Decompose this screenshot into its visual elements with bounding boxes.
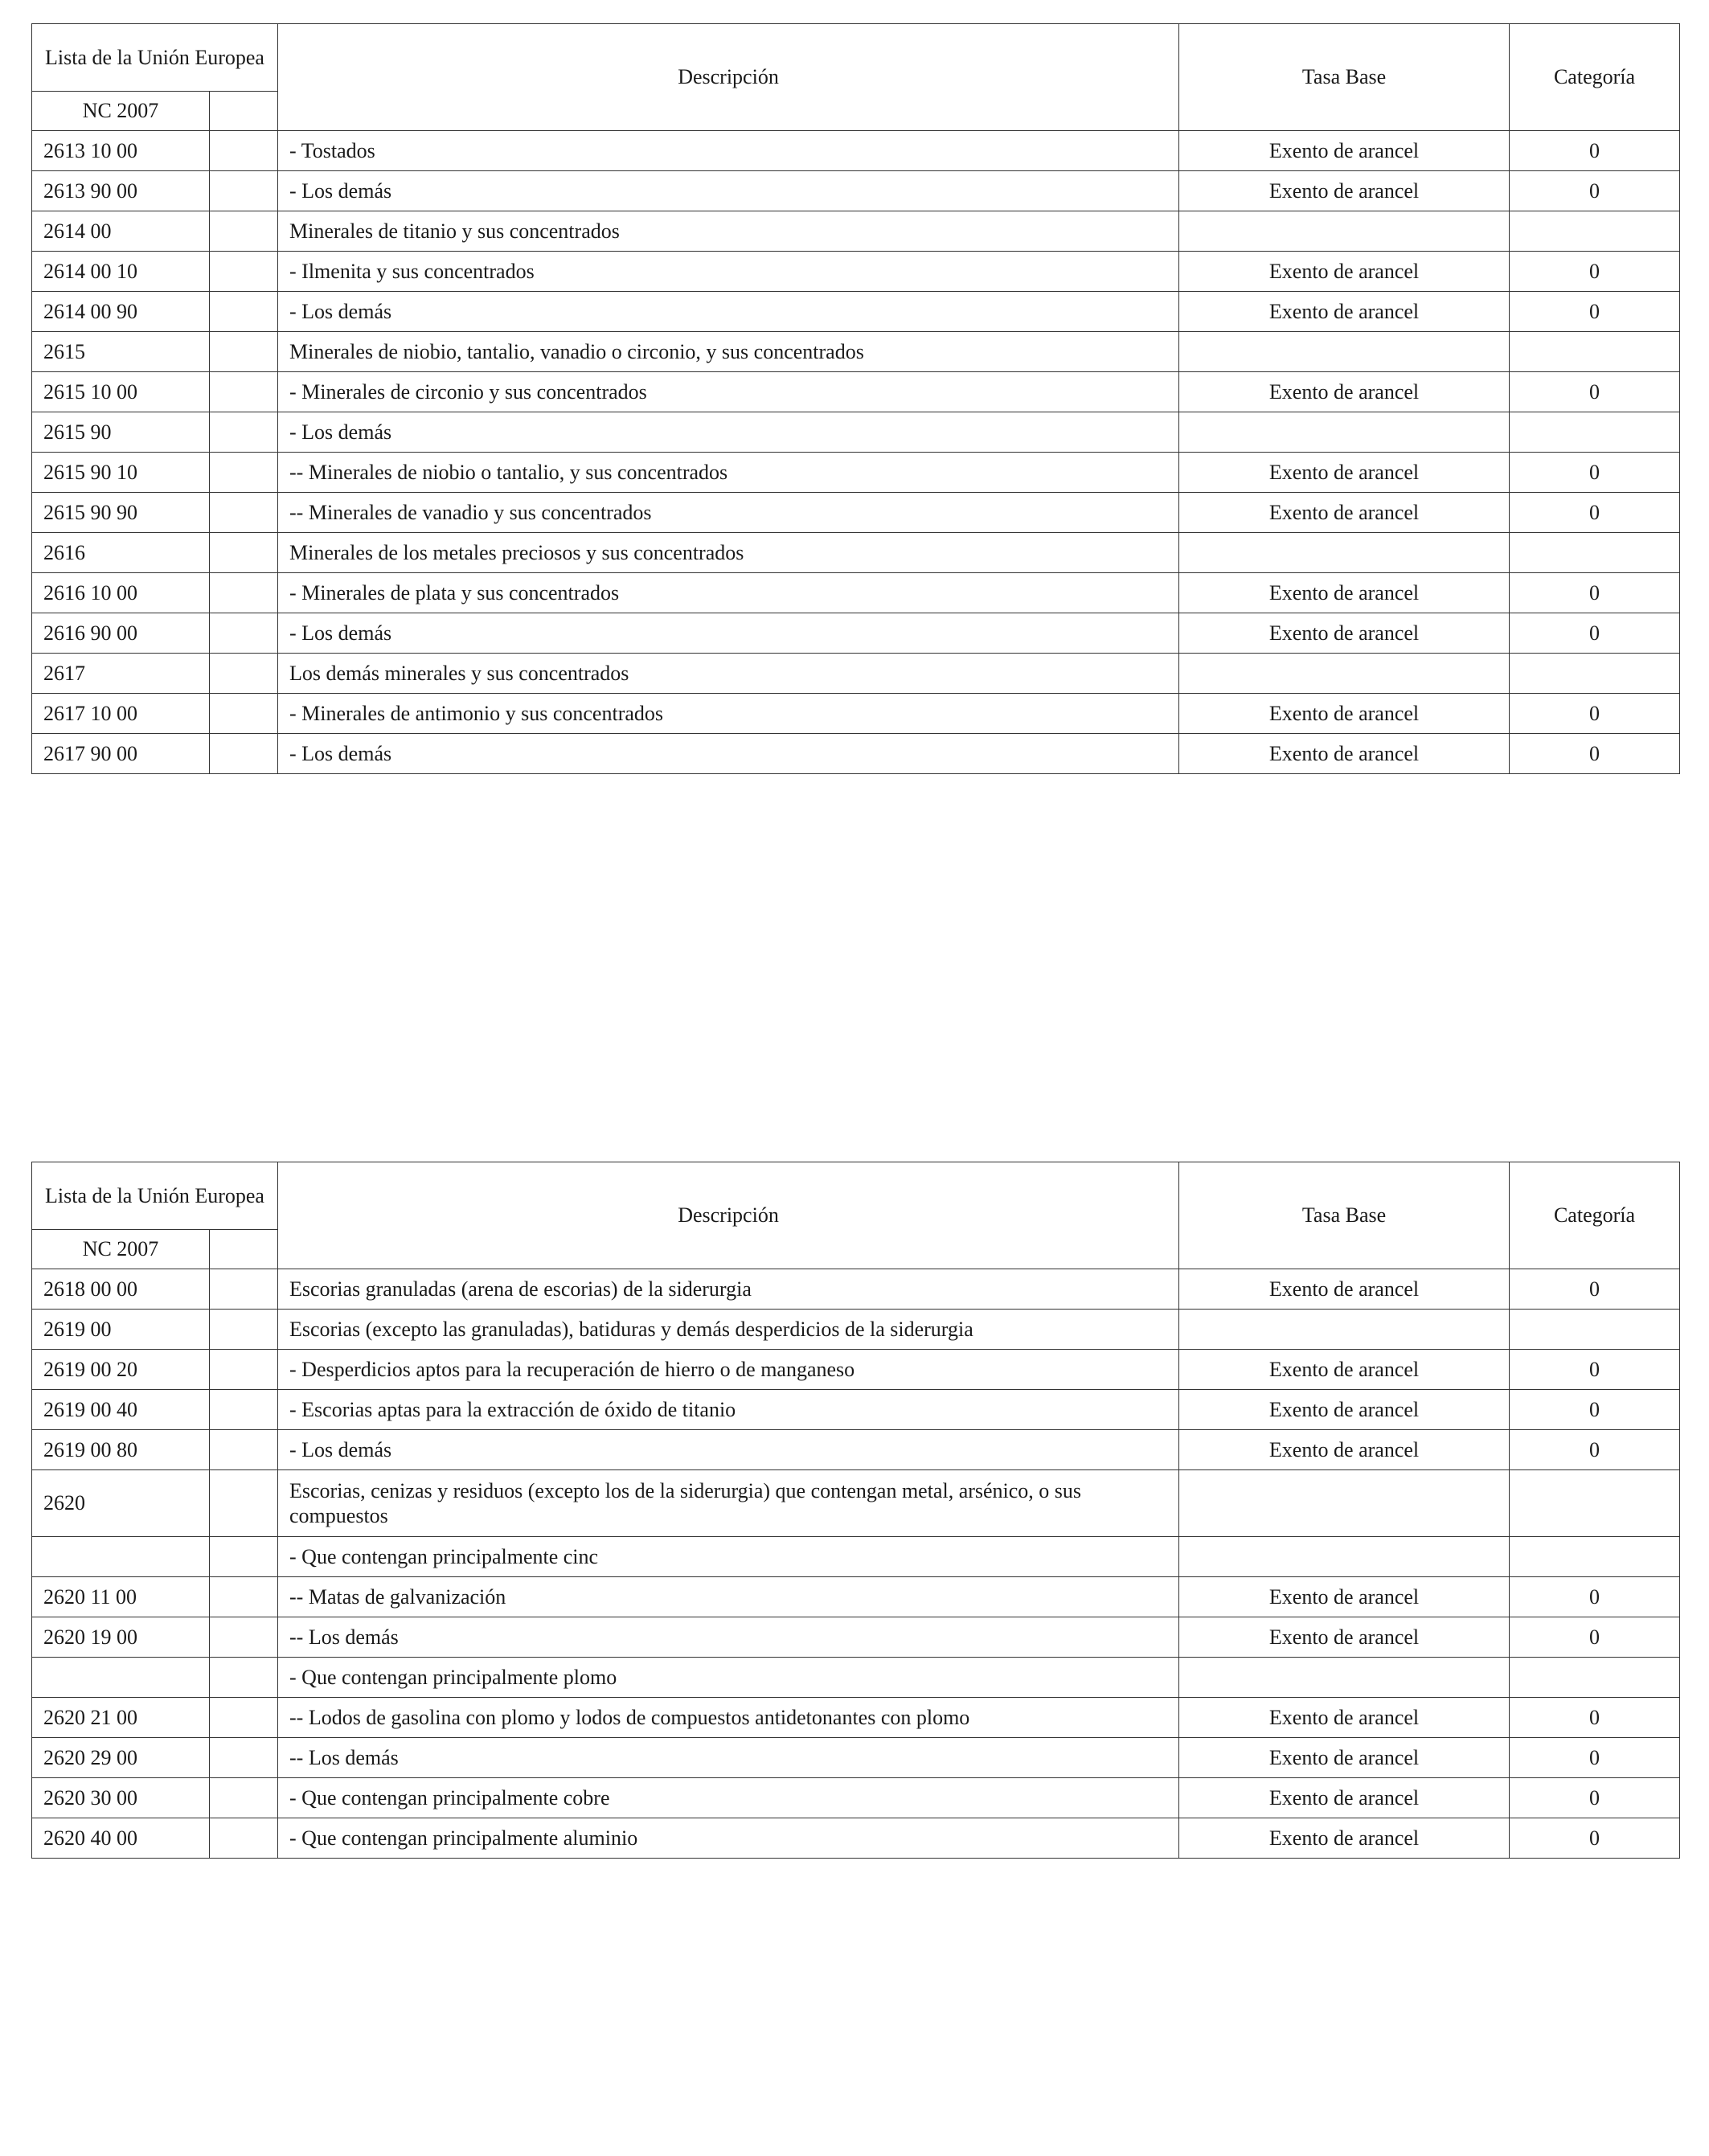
cell-code: 2620 29 00: [32, 1738, 210, 1778]
cell-category: 0: [1510, 252, 1680, 292]
cell-base-rate: Exento de arancel: [1179, 1577, 1510, 1617]
cell-base-rate: [1179, 1470, 1510, 1537]
cell-base-rate: [1179, 533, 1510, 573]
table-row: [32, 1577, 1680, 1617]
cell-base-rate: Exento de arancel: [1179, 252, 1510, 292]
cell-code: 2615 90 10: [32, 453, 210, 493]
table-row: [32, 171, 1680, 211]
cell-blank: [210, 131, 278, 171]
cell-description: - Los demás: [278, 171, 1179, 211]
cell-code: 2617 10 00: [32, 694, 210, 734]
cell-blank: [210, 1310, 278, 1350]
table-row: [32, 1617, 1680, 1658]
header-nc-2007: NC 2007: [32, 92, 210, 131]
cell-blank: [210, 211, 278, 252]
cell-blank: [210, 453, 278, 493]
cell-description: - Los demás: [278, 613, 1179, 654]
cell-blank: [210, 734, 278, 774]
cell-description: - Escorias aptas para la extracción de óxido de titanio: [278, 1390, 1179, 1430]
cell-blank: [210, 1698, 278, 1738]
cell-code: 2620 30 00: [32, 1778, 210, 1818]
cell-description: - Que contengan principalmente aluminio: [278, 1818, 1179, 1859]
cell-description: Escorias granuladas (arena de escorias) de la siderurgia: [278, 1269, 1179, 1310]
cell-category: [1510, 1470, 1680, 1537]
table-row: [32, 1470, 1680, 1537]
cell-category: 0: [1510, 1698, 1680, 1738]
cell-blank: [210, 613, 278, 654]
table-row: [32, 1537, 1680, 1577]
header-eu-list: Lista de la Unión Europea: [32, 24, 278, 92]
cell-description: - Los demás: [278, 292, 1179, 332]
table-row: [32, 694, 1680, 734]
cell-code: 2620: [32, 1470, 210, 1537]
cell-code: 2619 00: [32, 1310, 210, 1350]
cell-code: 2614 00 10: [32, 252, 210, 292]
cell-base-rate: [1179, 1537, 1510, 1577]
table-row: [32, 332, 1680, 372]
cell-base-rate: Exento de arancel: [1179, 1818, 1510, 1859]
cell-category: [1510, 1658, 1680, 1698]
cell-code: 2614 00 90: [32, 292, 210, 332]
table-row: [32, 1818, 1680, 1859]
cell-description: - Minerales de antimonio y sus concentrados: [278, 694, 1179, 734]
cell-description: - Que contengan principalmente plomo: [278, 1658, 1179, 1698]
cell-base-rate: Exento de arancel: [1179, 1430, 1510, 1470]
table-row: [32, 1269, 1680, 1310]
cell-description: - Los demás: [278, 734, 1179, 774]
cell-category: 0: [1510, 1390, 1680, 1430]
cell-description: - Que contengan principalmente cinc: [278, 1537, 1179, 1577]
cell-category: 0: [1510, 573, 1680, 613]
cell-blank: [210, 171, 278, 211]
cell-category: [1510, 211, 1680, 252]
cell-blank: [210, 1470, 278, 1537]
table-row: [32, 533, 1680, 573]
cell-blank: [210, 1537, 278, 1577]
cell-code: 2619 00 80: [32, 1430, 210, 1470]
cell-base-rate: [1179, 654, 1510, 694]
cell-category: 0: [1510, 453, 1680, 493]
cell-description: -- Lodos de gasolina con plomo y lodos de compuestos antidetonantes con plomo: [278, 1698, 1179, 1738]
cell-base-rate: [1179, 1658, 1510, 1698]
cell-category: 0: [1510, 1778, 1680, 1818]
cell-base-rate: [1179, 211, 1510, 252]
cell-blank: [210, 1390, 278, 1430]
cell-category: [1510, 332, 1680, 372]
cell-blank: [210, 292, 278, 332]
cell-base-rate: Exento de arancel: [1179, 1778, 1510, 1818]
header-row: [32, 24, 1680, 92]
cell-description: - Minerales de plata y sus concentrados: [278, 573, 1179, 613]
cell-base-rate: Exento de arancel: [1179, 1390, 1510, 1430]
tariff-table-body: [32, 24, 1680, 774]
cell-blank: [210, 654, 278, 694]
cell-description: -- Los demás: [278, 1738, 1179, 1778]
cell-base-rate: Exento de arancel: [1179, 1617, 1510, 1658]
table-row: [32, 412, 1680, 453]
cell-category: [1510, 412, 1680, 453]
cell-code: 2613 10 00: [32, 131, 210, 171]
cell-description: - Los demás: [278, 412, 1179, 453]
header-nc-2007: NC 2007: [32, 1230, 210, 1269]
cell-description: Escorias, cenizas y residuos (excepto los de la siderurgia) que contengan metal, arsénico, o sus compuestos: [278, 1470, 1179, 1537]
cell-category: [1510, 1537, 1680, 1577]
cell-description: Minerales de los metales preciosos y sus concentrados: [278, 533, 1179, 573]
cell-base-rate: Exento de arancel: [1179, 1269, 1510, 1310]
cell-code: 2615 90 90: [32, 493, 210, 533]
cell-blank: [210, 1778, 278, 1818]
header-category: Categoría: [1510, 24, 1680, 131]
cell-category: 0: [1510, 734, 1680, 774]
cell-code: 2614 00: [32, 211, 210, 252]
cell-blank: [210, 332, 278, 372]
cell-base-rate: Exento de arancel: [1179, 453, 1510, 493]
table-row: [32, 1390, 1680, 1430]
table-row: [32, 613, 1680, 654]
cell-code: 2615 90: [32, 412, 210, 453]
cell-blank: [210, 573, 278, 613]
header-base-rate: Tasa Base: [1179, 24, 1510, 131]
tariff-table-1: [31, 23, 1680, 774]
table-row: [32, 1658, 1680, 1698]
table-row: [32, 1310, 1680, 1350]
cell-blank: [210, 1617, 278, 1658]
cell-blank: [210, 493, 278, 533]
cell-code: 2617: [32, 654, 210, 694]
table-row: [32, 493, 1680, 533]
table-row: [32, 1698, 1680, 1738]
cell-blank: [210, 1269, 278, 1310]
cell-description: Minerales de niobio, tantalio, vanadio o circonio, y sus concentrados: [278, 332, 1179, 372]
cell-base-rate: Exento de arancel: [1179, 292, 1510, 332]
table-row: [32, 1350, 1680, 1390]
cell-blank: [210, 372, 278, 412]
cell-code: 2620 19 00: [32, 1617, 210, 1658]
cell-base-rate: [1179, 1310, 1510, 1350]
cell-blank: [210, 1430, 278, 1470]
cell-base-rate: Exento de arancel: [1179, 734, 1510, 774]
cell-blank: [210, 412, 278, 453]
tariff-table-body: [32, 1162, 1680, 1859]
cell-code: [32, 1658, 210, 1698]
header-description: Descripción: [278, 24, 1179, 131]
header-category: Categoría: [1510, 1162, 1680, 1269]
header-blank-cell: [210, 1230, 278, 1269]
cell-base-rate: Exento de arancel: [1179, 1698, 1510, 1738]
cell-base-rate: Exento de arancel: [1179, 1738, 1510, 1778]
cell-base-rate: [1179, 332, 1510, 372]
cell-description: -- Matas de galvanización: [278, 1577, 1179, 1617]
cell-code: 2613 90 00: [32, 171, 210, 211]
cell-category: 0: [1510, 1350, 1680, 1390]
table-row: [32, 292, 1680, 332]
cell-description: -- Minerales de niobio o tantalio, y sus concentrados: [278, 453, 1179, 493]
cell-category: 0: [1510, 292, 1680, 332]
cell-code: 2615 10 00: [32, 372, 210, 412]
cell-description: - Tostados: [278, 131, 1179, 171]
header-description: Descripción: [278, 1162, 1179, 1269]
table-row: [32, 1738, 1680, 1778]
cell-category: 0: [1510, 171, 1680, 211]
cell-description: Escorias (excepto las granuladas), batiduras y demás desperdicios de la siderurgia: [278, 1310, 1179, 1350]
cell-code: 2619 00 20: [32, 1350, 210, 1390]
cell-code: 2620 21 00: [32, 1698, 210, 1738]
cell-base-rate: Exento de arancel: [1179, 613, 1510, 654]
cell-base-rate: Exento de arancel: [1179, 171, 1510, 211]
cell-category: 0: [1510, 493, 1680, 533]
cell-description: - Ilmenita y sus concentrados: [278, 252, 1179, 292]
cell-base-rate: [1179, 412, 1510, 453]
table-row: [32, 211, 1680, 252]
cell-description: - Desperdicios aptos para la recuperación de hierro o de manganeso: [278, 1350, 1179, 1390]
cell-description: - Que contengan principalmente cobre: [278, 1778, 1179, 1818]
cell-code: 2617 90 00: [32, 734, 210, 774]
cell-code: 2616 90 00: [32, 613, 210, 654]
header-blank-cell: [210, 92, 278, 131]
cell-description: -- Los demás: [278, 1617, 1179, 1658]
cell-description: - Los demás: [278, 1430, 1179, 1470]
cell-blank: [210, 1658, 278, 1698]
table-row: [32, 573, 1680, 613]
cell-code: 2620 40 00: [32, 1818, 210, 1859]
cell-category: 0: [1510, 1430, 1680, 1470]
table-row: [32, 1778, 1680, 1818]
cell-code: 2618 00 00: [32, 1269, 210, 1310]
cell-base-rate: Exento de arancel: [1179, 372, 1510, 412]
cell-blank: [210, 1350, 278, 1390]
cell-code: 2620 11 00: [32, 1577, 210, 1617]
tariff-table-2: [31, 1162, 1680, 1859]
cell-description: Minerales de titanio y sus concentrados: [278, 211, 1179, 252]
cell-category: [1510, 654, 1680, 694]
header-eu-list: Lista de la Unión Europea: [32, 1162, 278, 1230]
header-base-rate: Tasa Base: [1179, 1162, 1510, 1269]
cell-category: 0: [1510, 1617, 1680, 1658]
cell-category: 0: [1510, 372, 1680, 412]
cell-description: Los demás minerales y sus concentrados: [278, 654, 1179, 694]
cell-blank: [210, 1577, 278, 1617]
table-row: [32, 252, 1680, 292]
table-row: [32, 453, 1680, 493]
cell-base-rate: Exento de arancel: [1179, 1350, 1510, 1390]
cell-code: [32, 1537, 210, 1577]
cell-category: 0: [1510, 1577, 1680, 1617]
cell-category: [1510, 533, 1680, 573]
cell-base-rate: Exento de arancel: [1179, 694, 1510, 734]
cell-category: 0: [1510, 1269, 1680, 1310]
cell-blank: [210, 252, 278, 292]
cell-blank: [210, 1818, 278, 1859]
cell-base-rate: Exento de arancel: [1179, 573, 1510, 613]
table-row: [32, 654, 1680, 694]
cell-base-rate: Exento de arancel: [1179, 493, 1510, 533]
table-row: [32, 131, 1680, 171]
cell-base-rate: Exento de arancel: [1179, 131, 1510, 171]
cell-code: 2619 00 40: [32, 1390, 210, 1430]
cell-blank: [210, 533, 278, 573]
cell-code: 2616 10 00: [32, 573, 210, 613]
cell-description: - Minerales de circonio y sus concentrados: [278, 372, 1179, 412]
cell-blank: [210, 694, 278, 734]
cell-category: 0: [1510, 613, 1680, 654]
cell-category: [1510, 1310, 1680, 1350]
cell-category: 0: [1510, 1818, 1680, 1859]
cell-category: 0: [1510, 694, 1680, 734]
table-row: [32, 372, 1680, 412]
cell-category: 0: [1510, 131, 1680, 171]
cell-category: 0: [1510, 1738, 1680, 1778]
cell-code: 2615: [32, 332, 210, 372]
header-row: [32, 1162, 1680, 1230]
cell-description: -- Minerales de vanadio y sus concentrados: [278, 493, 1179, 533]
table-row: [32, 734, 1680, 774]
cell-code: 2616: [32, 533, 210, 573]
cell-blank: [210, 1738, 278, 1778]
table-row: [32, 1430, 1680, 1470]
